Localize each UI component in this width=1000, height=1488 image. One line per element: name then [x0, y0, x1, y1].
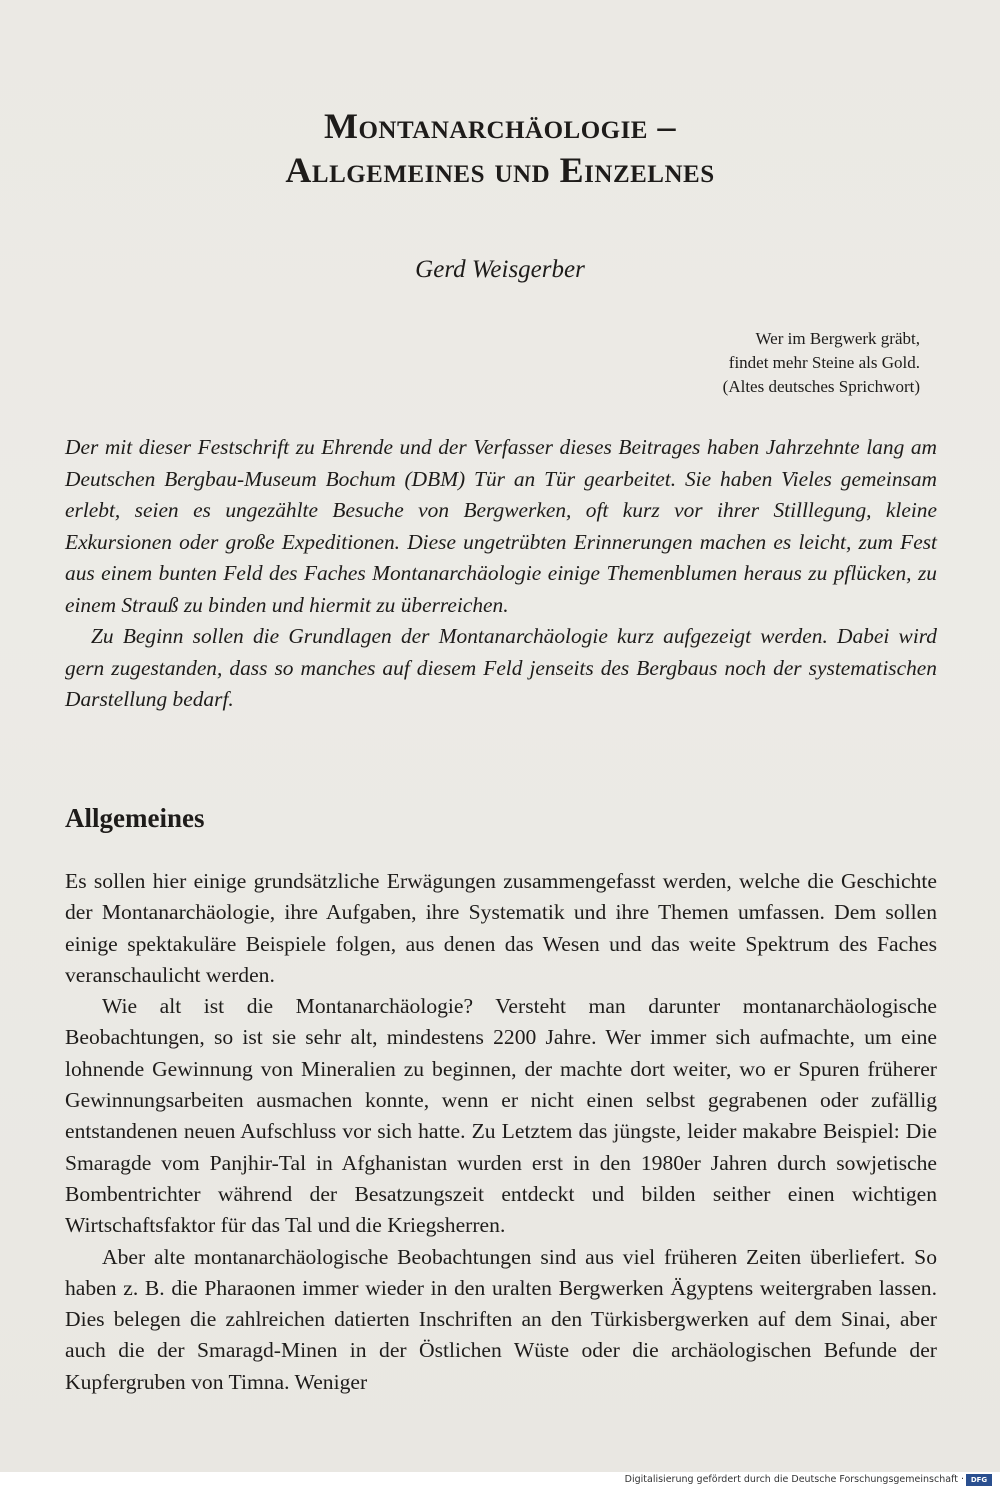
author-name: Gerd Weisgerber [415, 256, 585, 283]
body-paragraph-2: Wie alt ist die Montanarchäologie? Versteht man darunter montanarchäologische Beobachtungen, so ist sie sehr alt, mindestens 2200 Jahre. Wer immer sich aufmachte, um eine lohnende Gewinnung von Mineralien zu beginnen, der machte dort weiter, wo er Spuren früherer Gewinnungsarbeiten ausmachen konnte, wenn er nicht einen selbst gegrabenen oder zufällig entstandenen neuen Aufschluss vor sich hatte. Zu Letztem das jüngste, leider makabre Beispiel: Die Smaragde vom Panjhir-Tal in Afghanistan wurden erst in den 1980er Jahren durch sowjetische Bombentrichter während der Besatzungszeit entdeckt und bilden seither einen wichtigen Wirtschaftsfaktor für das Tal und die Kriegsherren. [65, 994, 937, 1238]
epigraph [500, 327, 920, 399]
title-line-1: Montanarchäologie – [324, 106, 676, 146]
body-paragraph-1: Es sollen hier einige grundsätzliche Erwägungen zusammengefasst werden, welche die Geschichte der Montanarchäologie, ihre Aufgaben, ihre Systematik und ihre Themen umfassen. Dem sollen einige spektakuläre Beispiele folgen, aus denen das Wesen und das weite Spektrum des Faches veranschaulicht werden. [65, 869, 937, 987]
dfg-logo-icon: DFG [966, 1474, 992, 1486]
epigraph-line-1: Wer im Bergwerk gräbt, [755, 329, 920, 348]
title-line-2: Allgemeines und Einzelnes [285, 150, 715, 190]
abstract-paragraph-2: Zu Beginn sollen die Grundlagen der Montanarchäologie kurz aufgezeigt werden. Dabei wird gern zugestanden, dass so manches auf diesem Feld jenseits des Bergbaus noch der systematischen Darstellung bedarf. [65, 624, 937, 711]
body-text [65, 866, 937, 1398]
digitization-credit: Digitalisierung gefördert durch die Deutsche Forschungsgemeinschaft · [624, 1474, 964, 1485]
abstract-paragraph-1: Der mit dieser Festschrift zu Ehrende und der Verfasser dieses Beitrages haben Jahrzehnte lang am Deutschen Bergbau-Museum Bochum (DBM) Tür an Tür gearbeitet. Sie haben Vieles gemeinsam erlebt, seien es ungezählte Besuche von Bergwerken, oft kurz vor ihrer Stilllegung, kleine Exkursionen oder große Expeditionen. Diese ungetrübten Erinnerungen machen es leicht, zum Fest aus einem bunten Feld des Faches Montanarchäologie einige Themenblumen heraus zu pflücken, zu einem Strauß zu binden und hiermit zu überreichen. [65, 435, 937, 617]
abstract [65, 432, 937, 716]
body-paragraph-3: Aber alte montanarchäologische Beobachtungen sind aus viel früheren Zeiten überliefert. So haben z. B. die Pharaonen immer wieder in den uralten Bergwerken Ägyptens weitergraben lassen. Dies belegen die zahlreichen datierten Inschriften an den Türkisbergwerken auf dem Sinai, aber auch die der Smaragd-Minen in der Östlichen Wüste oder die archäologischen Befunde der Kupfergruben von Timna. Weniger [65, 1244, 937, 1394]
section-heading: Allgemeines [65, 803, 205, 833]
epigraph-line-2: findet mehr Steine als Gold. [728, 353, 920, 372]
epigraph-source: (Altes deutsches Sprichwort) [722, 377, 920, 396]
